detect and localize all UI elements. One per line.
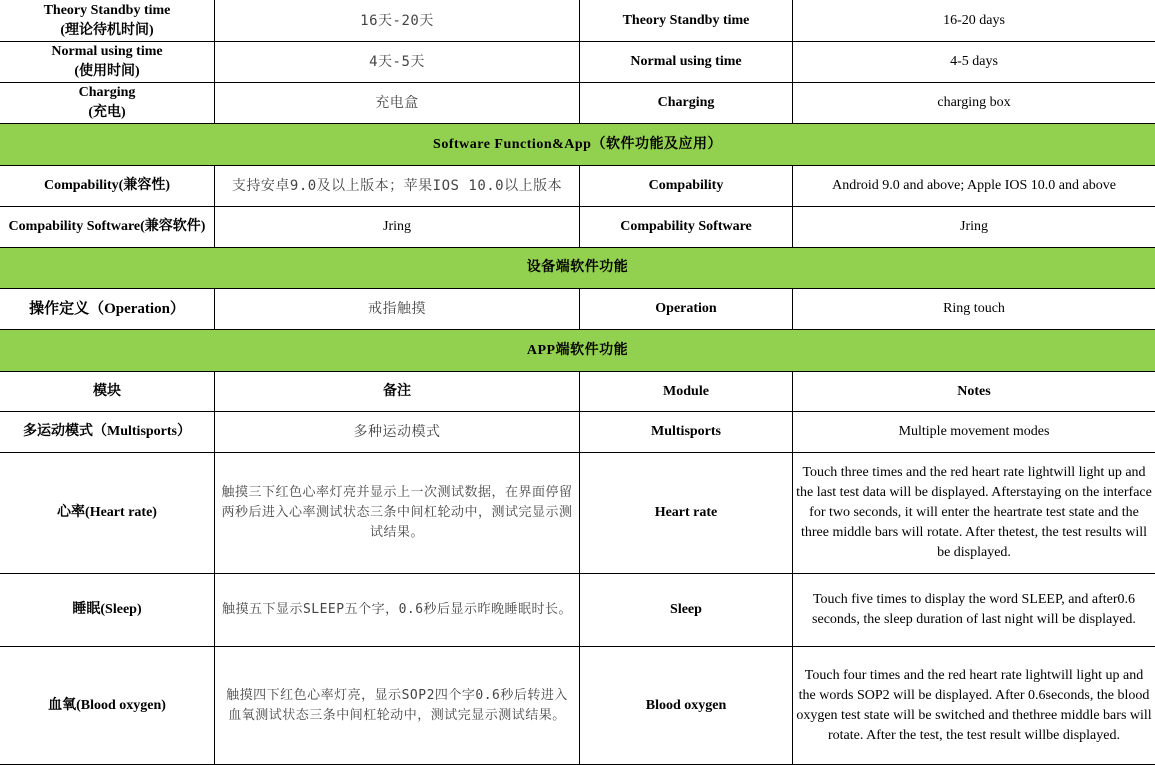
label-blood-oxygen: 血氧(Blood oxygen) [0, 647, 215, 765]
row-module-header [0, 372, 1155, 412]
row-sleep [0, 574, 1155, 647]
value-heart-rate-cn: 触摸三下红色心率灯亮并显示上一次测试数据，在界面停留两秒后进入心率测试状态三条中间杠轮动中，测试完显示测试结果。 [215, 453, 580, 574]
value-sleep-en: Touch five times to display the word SLEEP, and after0.6 seconds, the sleep duration of last night will be displayed. [793, 574, 1155, 647]
row-charging [0, 83, 1155, 124]
label-charging-cn: (充电) [88, 105, 125, 120]
value-charging-en: charging box [793, 83, 1155, 124]
header-notes-cn: 备注 [215, 372, 580, 412]
label-multisports: 多运动模式（Multisports） [0, 412, 215, 453]
value-blood-oxygen-en: Touch four times and the red heart rate lightwill light up and the words SOP2 will be displayed. After 0.6seconds, the blood oxygen test state will be switched and thethree middle bars will rotate. After the test, the test result willbe displayed. [793, 647, 1155, 765]
label2-charging: Charging [580, 83, 793, 124]
value-compat-en: Android 9.0 and above; Apple IOS 10.0 and above [793, 166, 1155, 207]
label-charging-en: Charging [79, 85, 136, 100]
label2-sleep: Sleep [580, 574, 793, 647]
value-compat-cn: 支持安卓9.0及以上版本；苹果IOS 10.0以上版本 [215, 166, 580, 207]
row-heart-rate [0, 453, 1155, 574]
label-using-cn: (使用时间) [74, 64, 139, 79]
value-heart-rate-en: Touch three times and the red heart rate lightwill light up and the last test data will be displayed. Afterstaying on the interface for two seconds, it will enter the heartrate test state and the three middle bars will rotate. After thetest, the test results will be displayed. [793, 453, 1155, 574]
label-compat: Compability(兼容性) [0, 166, 215, 207]
row-compat-software [0, 207, 1155, 248]
row-operation [0, 289, 1155, 330]
value-multisports-en: Multiple movement modes [793, 412, 1155, 453]
row-standby [0, 0, 1155, 42]
row-using [0, 42, 1155, 83]
value-compat-software-en: Jring [793, 207, 1155, 248]
value-sleep-cn: 触摸五下显示SLEEP五个字，0.6秒后显示昨晚睡眠时长。 [215, 574, 580, 647]
value-blood-oxygen-cn: 触摸四下红色心率灯亮，显示SOP2四个字0.6秒后转进入血氧测试状态三条中间杠轮动中，测试完显示测试结果。 [215, 647, 580, 765]
value-standby-en: 16-20 days [793, 0, 1155, 42]
label2-operation: Operation [580, 289, 793, 330]
label2-blood-oxygen: Blood oxygen [580, 647, 793, 765]
value-using-cn: 4天-5天 [215, 42, 580, 83]
label-sleep: 睡眠(Sleep) [0, 574, 215, 647]
section-software-title: Software Function&App（软件功能及应用） [0, 124, 1155, 166]
row-multisports [0, 412, 1155, 453]
section-device-title: 设备端软件功能 [0, 248, 1155, 289]
section-device [0, 248, 1155, 289]
label-standby-en: Theory Standby time [44, 3, 171, 18]
value-compat-software-cn: Jring [215, 207, 580, 248]
value-charging-cn: 充电盒 [215, 83, 580, 124]
label-standby [0, 0, 215, 42]
label-standby-cn: (理论待机时间) [60, 23, 153, 38]
label2-standby: Theory Standby time [580, 0, 793, 42]
value-standby-cn: 16天-20天 [215, 0, 580, 42]
label2-heart-rate: Heart rate [580, 453, 793, 574]
header-module-en: Module [580, 372, 793, 412]
label-operation: 操作定义（Operation） [0, 289, 215, 330]
section-app-title: APP端软件功能 [0, 330, 1155, 372]
section-software [0, 124, 1155, 166]
label-using-en: Normal using time [51, 44, 162, 59]
row-compat [0, 166, 1155, 207]
header-notes-en: Notes [793, 372, 1155, 412]
label2-compat: Compability [580, 166, 793, 207]
value-operation-en: Ring touch [793, 289, 1155, 330]
label-compat-software: Compability Software(兼容软件) [0, 207, 215, 248]
header-module-cn: 模块 [0, 372, 215, 412]
value-using-en: 4-5 days [793, 42, 1155, 83]
label-heart-rate: 心率(Heart rate) [0, 453, 215, 574]
section-app [0, 330, 1155, 372]
label-using [0, 42, 215, 83]
value-multisports-cn: 多种运动模式 [215, 412, 580, 453]
label2-compat-software: Compability Software [580, 207, 793, 248]
label-charging [0, 83, 215, 124]
label2-multisports: Multisports [580, 412, 793, 453]
label2-using: Normal using time [580, 42, 793, 83]
value-operation-cn: 戒指触摸 [215, 289, 580, 330]
row-blood-oxygen [0, 647, 1155, 765]
